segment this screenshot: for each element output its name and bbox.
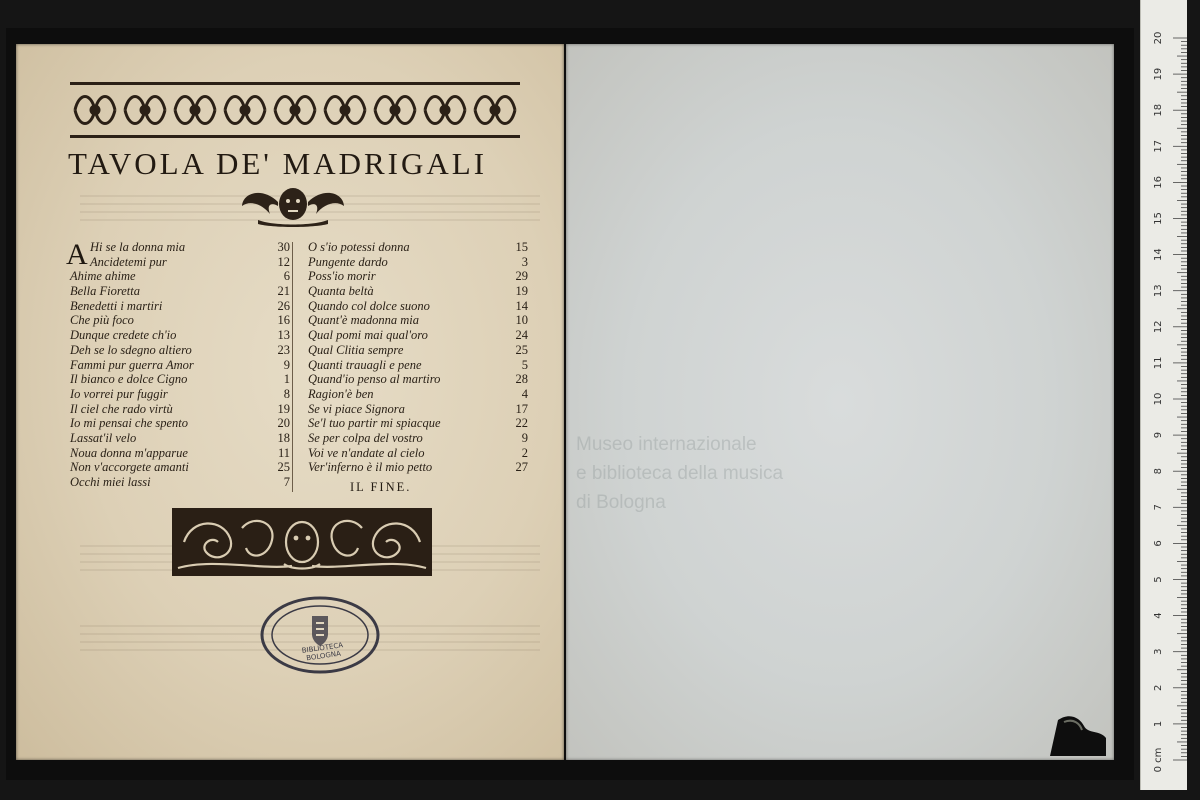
entry-page-number: 21 bbox=[277, 284, 290, 299]
column-divider bbox=[292, 242, 293, 492]
entry-page-number: 16 bbox=[277, 313, 290, 328]
entry-page-number: 18 bbox=[277, 430, 290, 445]
entry-page-number: 17 bbox=[515, 401, 528, 416]
entry-page-number: 23 bbox=[277, 342, 290, 357]
ruler-label: 15 bbox=[1153, 212, 1164, 225]
index-entry bbox=[304, 387, 536, 402]
entry-title: Quand'io penso al martiro bbox=[308, 372, 441, 387]
index-entry bbox=[66, 431, 290, 446]
index-entry bbox=[304, 402, 536, 417]
mask-ornament bbox=[238, 182, 348, 228]
index-entry bbox=[66, 387, 290, 402]
ruler-label: 17 bbox=[1153, 139, 1164, 153]
colophon: IL FINE. bbox=[350, 480, 412, 494]
entry-title: Non v'accorgete amanti bbox=[70, 460, 189, 475]
entry-page-number: 11 bbox=[277, 445, 290, 460]
ruler-scale bbox=[1141, 0, 1187, 790]
top-ornament-band bbox=[70, 82, 520, 138]
index-entry bbox=[66, 328, 290, 343]
right-page bbox=[566, 44, 1114, 760]
entry-title: Il ciel che rado virtù bbox=[70, 401, 173, 416]
index-entry bbox=[304, 358, 536, 373]
index-entry bbox=[304, 313, 536, 328]
entry-title: Quant'è madonna mia bbox=[308, 313, 419, 328]
index-entry bbox=[304, 431, 536, 446]
entry-title: Se vi piace Signora bbox=[308, 401, 405, 416]
index-entry bbox=[304, 446, 536, 461]
index-entry bbox=[304, 240, 536, 255]
ornament-dot bbox=[391, 106, 399, 114]
entry-title: Hi se la donna mia bbox=[90, 240, 186, 254]
index-entry bbox=[304, 299, 536, 314]
index-entry bbox=[66, 313, 290, 328]
index-entry bbox=[66, 460, 290, 475]
index-column-right bbox=[304, 240, 536, 475]
entry-page-number: 2 bbox=[521, 445, 528, 460]
entry-title: Dunque credete ch'io bbox=[70, 328, 177, 343]
entry-title: Fammi pur guerra Amor bbox=[70, 357, 194, 372]
ruler-label: 6 bbox=[1153, 540, 1164, 547]
stamp-graphic bbox=[258, 594, 382, 676]
index-entry bbox=[66, 343, 290, 358]
entry-title: Ragion'è ben bbox=[308, 386, 374, 401]
ruler-label: 10 bbox=[1153, 392, 1164, 406]
index-entry bbox=[304, 328, 536, 343]
entry-page-number: 30 bbox=[277, 240, 290, 254]
entry-page-number: 10 bbox=[515, 313, 528, 328]
index-entry bbox=[66, 269, 290, 284]
index-entry bbox=[304, 343, 536, 358]
entry-title: Poss'io morir bbox=[308, 269, 376, 284]
entry-page-number: 5 bbox=[521, 357, 528, 372]
entry-title: Se'l tuo partir mi spiacque bbox=[308, 416, 441, 431]
index-entry bbox=[66, 299, 290, 314]
watermark bbox=[576, 430, 896, 520]
entry-title: Qual pomi mai qual'oro bbox=[308, 328, 428, 343]
stamp-text: BIBLIOTECA BOLOGNA bbox=[301, 641, 344, 663]
entry-page-number: 28 bbox=[515, 372, 528, 387]
ornament-dot bbox=[141, 106, 149, 114]
madrigal-index bbox=[66, 240, 536, 500]
entry-title: Io mi pensai che spento bbox=[70, 416, 189, 431]
entry-page-number: 29 bbox=[515, 269, 528, 284]
watermark-line-3: di Bologna bbox=[576, 492, 666, 513]
ruler-label: 14 bbox=[1153, 248, 1164, 261]
ruler-label: 16 bbox=[1153, 176, 1164, 189]
entry-page-number: 13 bbox=[277, 328, 290, 343]
index-entry bbox=[66, 372, 290, 387]
index-entry bbox=[66, 416, 290, 431]
ruler-label: 0 cm bbox=[1153, 747, 1164, 773]
entry-page-number: 24 bbox=[515, 328, 528, 343]
index-entry bbox=[304, 460, 536, 475]
library-stamp bbox=[258, 594, 382, 676]
ruler-label: 7 bbox=[1153, 504, 1164, 511]
ruler-label: 1 bbox=[1153, 720, 1164, 728]
entry-page-number: 25 bbox=[515, 342, 528, 357]
entry-page-number: 27 bbox=[515, 460, 528, 475]
ruler-label: 9 bbox=[1153, 431, 1164, 439]
entry-title: Che più foco bbox=[70, 313, 134, 328]
entry-title: Qual Clitia sempre bbox=[308, 342, 404, 357]
entry-page-number: 15 bbox=[515, 240, 528, 254]
entry-page-number: 26 bbox=[277, 298, 290, 313]
entry-page-number: 1 bbox=[283, 372, 290, 387]
ruler-label: 2 bbox=[1153, 684, 1164, 691]
ruler-label: 4 bbox=[1153, 612, 1164, 619]
entry-title: Il bianco e dolce Cigno bbox=[70, 372, 188, 387]
entry-title: Bella Fioretta bbox=[70, 284, 141, 299]
entry-page-number: 19 bbox=[277, 401, 290, 416]
ornament-dot bbox=[441, 106, 449, 114]
entry-title: Ahime ahime bbox=[70, 269, 136, 284]
ornament-dot bbox=[341, 106, 349, 114]
entry-page-number: 3 bbox=[521, 254, 528, 269]
entry-title: Quanti trauagli e pene bbox=[308, 357, 422, 372]
entry-title: Se per colpa del vostro bbox=[308, 430, 423, 445]
ruler-label: 20 bbox=[1153, 31, 1164, 45]
index-entry bbox=[304, 255, 536, 270]
entry-title: Benedetti i martiri bbox=[70, 298, 163, 313]
ruler-label: 3 bbox=[1153, 648, 1164, 655]
entry-page-number: 9 bbox=[521, 430, 528, 445]
watermark-line-1: Museo internazionale bbox=[576, 434, 757, 455]
entry-page-number: 22 bbox=[515, 416, 528, 431]
ornament-dot bbox=[241, 106, 249, 114]
ruler-label: 18 bbox=[1153, 103, 1164, 117]
entry-title: O s'io potessi donna bbox=[308, 240, 410, 254]
entry-title: Quando col dolce suono bbox=[308, 298, 430, 313]
torn-corner bbox=[1050, 708, 1110, 756]
index-entry bbox=[66, 402, 290, 417]
drop-capital: A bbox=[66, 238, 88, 271]
ruler-label: 13 bbox=[1153, 284, 1164, 298]
index-entry bbox=[66, 358, 290, 373]
entry-title: Lassat'il velo bbox=[70, 430, 137, 445]
measuring-ruler bbox=[1140, 0, 1187, 790]
index-entry bbox=[66, 284, 290, 299]
entry-title: Noua donna m'apparue bbox=[70, 445, 188, 460]
index-entry bbox=[66, 475, 290, 490]
entry-title: Deh se lo sdegno altiero bbox=[70, 342, 192, 357]
index-entry bbox=[304, 416, 536, 431]
index-entry bbox=[66, 240, 290, 255]
ruler-label: 12 bbox=[1153, 320, 1164, 334]
index-entry bbox=[66, 255, 290, 270]
index-entry bbox=[66, 446, 290, 461]
entry-page-number: 4 bbox=[521, 386, 528, 401]
entry-page-number: 12 bbox=[277, 254, 290, 269]
bottom-ornament bbox=[172, 508, 432, 576]
entry-page-number: 6 bbox=[283, 269, 290, 284]
entry-title: Occhi miei lassi bbox=[70, 475, 151, 489]
ornament-dot bbox=[91, 106, 99, 114]
index-column-left bbox=[66, 240, 290, 490]
entry-title: Ver'inferno è il mio petto bbox=[308, 460, 433, 475]
entry-title: Quanta beltà bbox=[308, 284, 374, 299]
ornament-dot bbox=[191, 106, 199, 114]
index-entry bbox=[304, 269, 536, 284]
ruler-label: 19 bbox=[1153, 67, 1164, 81]
entry-page-number: 19 bbox=[515, 284, 528, 299]
page-title: TAVOLA DE' MADRIGALI bbox=[68, 146, 488, 181]
entry-page-number: 8 bbox=[283, 386, 290, 401]
entry-page-number: 9 bbox=[283, 357, 290, 372]
ornament-dot bbox=[491, 106, 499, 114]
ruler-label: 5 bbox=[1153, 576, 1164, 583]
entry-page-number: 20 bbox=[277, 416, 290, 431]
entry-title: Voi ve n'andate al cielo bbox=[308, 445, 425, 460]
index-entry bbox=[304, 372, 536, 387]
index-entry bbox=[304, 284, 536, 299]
ornament-dot bbox=[291, 106, 299, 114]
entry-title: Ancidetemi pur bbox=[90, 254, 167, 269]
entry-page-number: 7 bbox=[283, 475, 290, 489]
entry-page-number: 14 bbox=[515, 298, 528, 313]
ruler-label: 8 bbox=[1153, 468, 1164, 475]
entry-page-number: 25 bbox=[277, 460, 290, 475]
entry-title: Io vorrei pur fuggir bbox=[70, 386, 168, 401]
entry-title: Pungente dardo bbox=[308, 254, 388, 269]
watermark-line-2: e biblioteca della musica bbox=[576, 463, 784, 484]
ruler-label: 11 bbox=[1153, 356, 1164, 370]
